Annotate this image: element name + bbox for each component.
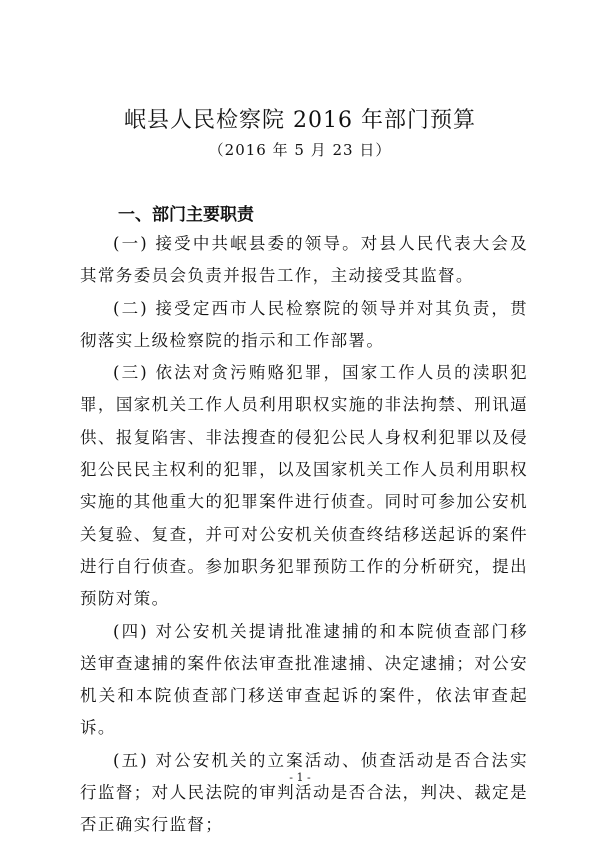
document-title: 岷县人民检察院 2016 年部门预算 [124, 108, 476, 133]
paragraph-2: (二) 接受定西市人民检察院的领导并对其负责，贯彻落实上级检察院的指示和工作部署。 [80, 298, 528, 350]
paragraph-5: (五) 对公安机关的立案活动、侦查活动是否合法实行监督；对人民法院的审判活动是否合法，判决、裁定是否正确实行监督； [80, 750, 528, 835]
document-date: （2016 年 5 月 23 日） [208, 141, 392, 159]
body-text [80, 228, 528, 842]
paragraph-1: (一) 接受中共岷县委的领导。对县人民代表大会及其常务委员会负责并报告工作，主动接受其监督。 [80, 234, 528, 286]
page-number: - 1 - [289, 771, 311, 784]
paragraph-3: (三) 依法对贪污贿赂犯罪，国家工作人员的渎职犯罪，国家机关工作人员利用职权实施的非法拘禁、刑讯逼供、报复陷害、非法搜查的侵犯公民人身权利犯罪以及侵犯公民民主权利的犯罪，以及国家机关工作人员利用职权实施的其他重大的犯罪案件进行侦查。同时可参加公安机关复验、复查，并可对公安机关侦查终结移送起诉的案件进行自行侦查。参加职务犯罪预防工作的分析研究，提出预防对策。 [80, 363, 528, 609]
paragraph-4: (四) 对公安机关提请批准逮捕的和本院侦查部门移送审查逮捕的案件依法审查批准逮捕、决定逮捕；对公安机关和本院侦查部门移送审查起诉的案件，依法审查起诉。 [80, 621, 528, 738]
section-heading: 一、部门主要职责 [118, 205, 254, 225]
